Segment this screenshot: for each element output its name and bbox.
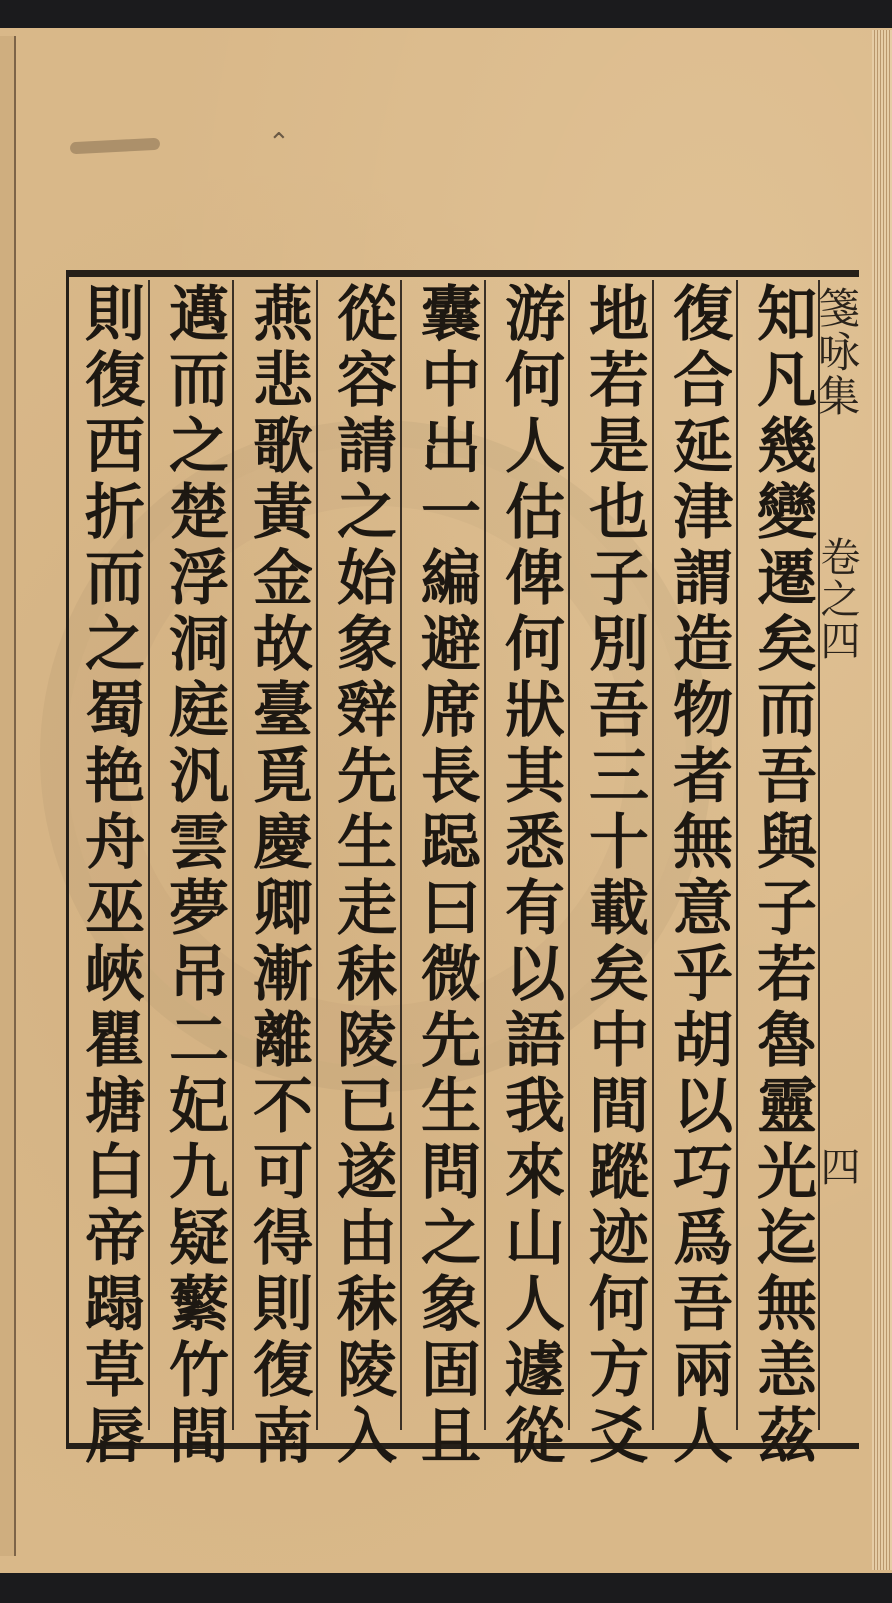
- text-column-7: 燕悲歌黃金故臺覓慶卿漸離不可得則復南: [243, 282, 313, 1470]
- margin-title: 箋咏集: [812, 286, 861, 418]
- margin-page-number: 四: [814, 1146, 860, 1186]
- text-column-3: 地若是也子別吾三十載矣中間蹤迹何方爻: [579, 282, 649, 1470]
- text-column-8: 邁而之楚浮洞庭汎雲夢吊二妃九疑蘩竹間: [159, 282, 229, 1470]
- previous-leaf-edge: [0, 36, 16, 1556]
- margin-juan: 卷之四: [814, 536, 860, 662]
- fold-mark-icon: ⌃: [268, 128, 290, 158]
- text-column-4: 游何人估俾何狀其悉有以語我來山人遽從: [495, 282, 565, 1470]
- margin-column: [812, 286, 866, 1426]
- text-column-1: 知凡幾變遷矣而吾與子若魯靈光迄無恙茲: [747, 282, 817, 1470]
- page-stack-edge: [872, 30, 892, 1570]
- text-column-9: 則復西折而之蜀艳舟巫峽瞿塘白帝蹋草唇: [75, 282, 145, 1470]
- text-column-6: 從容請之始象辤先生走秣陵已遂由秣陵入: [327, 282, 397, 1470]
- text-column-5: 囊中出一編避席長跽曰微先生問之象固且: [411, 282, 481, 1470]
- text-column-2: 復合延津謂造物者無意乎胡以巧爲吾兩人: [663, 282, 733, 1470]
